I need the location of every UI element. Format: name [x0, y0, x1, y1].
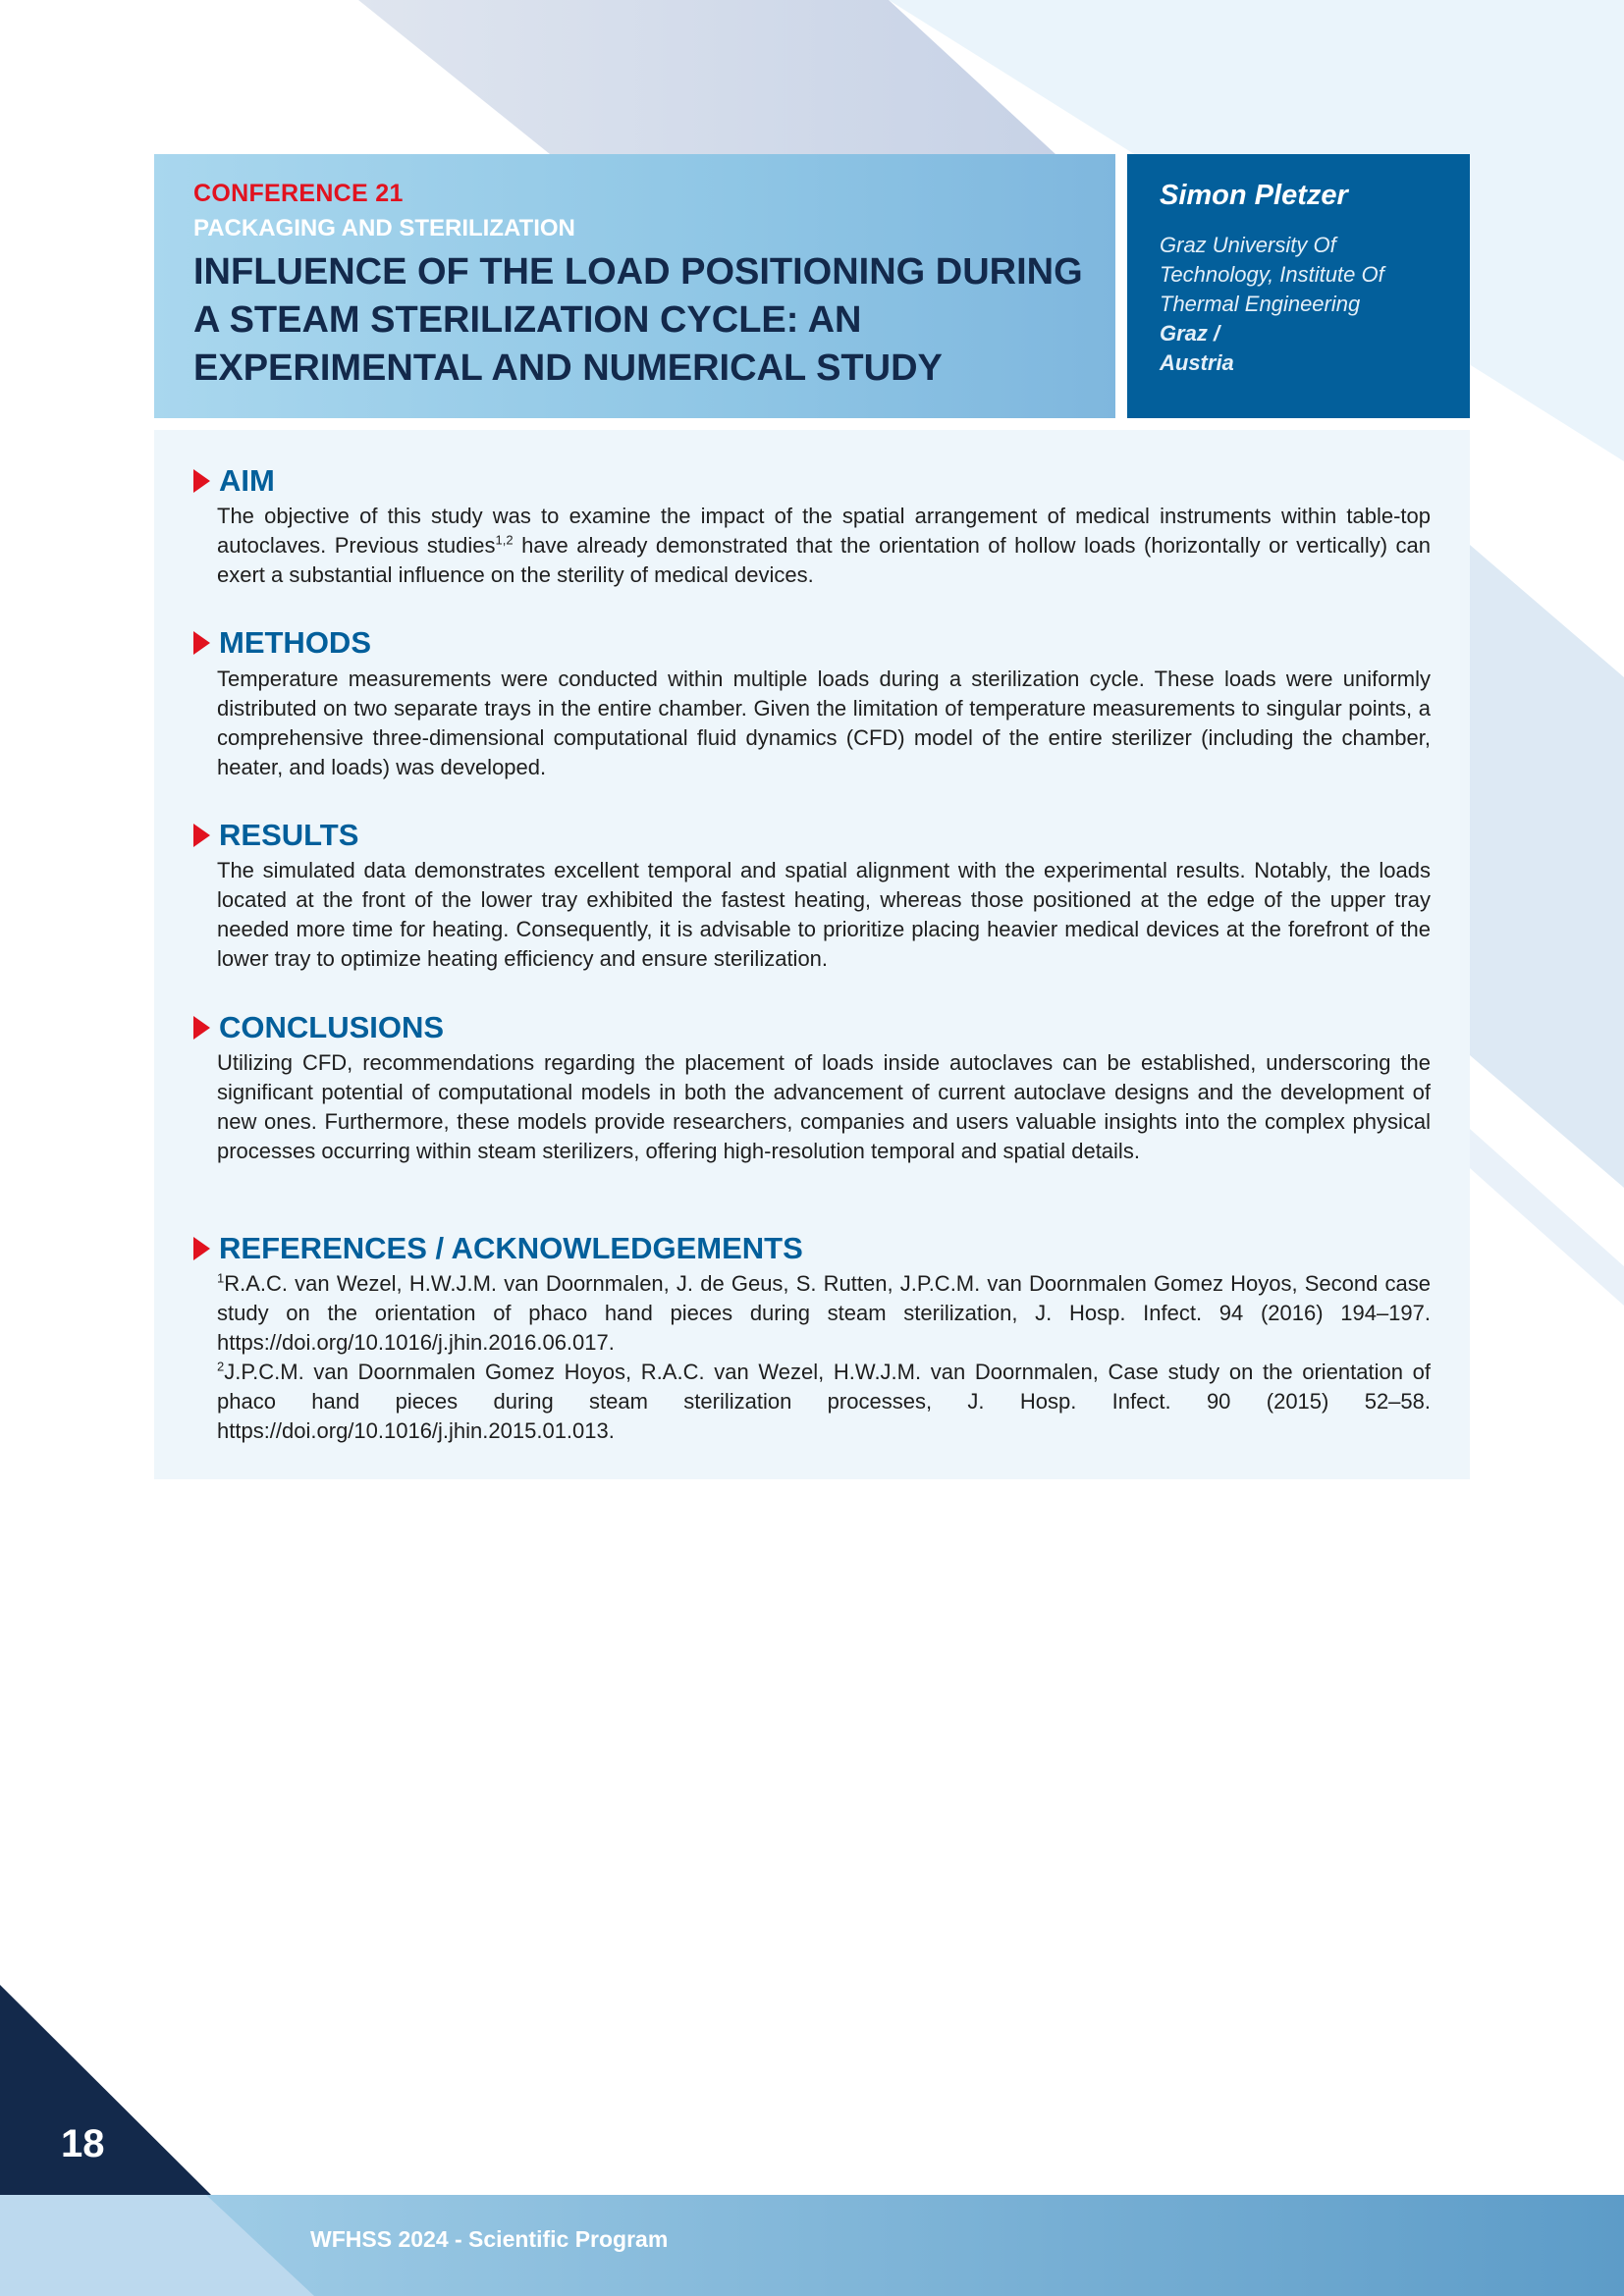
page-title: INFLUENCE OF THE LOAD POSITIONING DURING A STEAM STERILIZATION CYCLE: AN EXPERIMENTAL AND NUMERICAL STUDY	[193, 251, 1083, 389]
page-number: 18	[61, 2122, 105, 2165]
section-heading-label: AIM	[219, 463, 275, 498]
section-heading-references	[193, 1232, 803, 1265]
author-card	[1127, 154, 1470, 418]
author-country: Austria	[1160, 350, 1234, 375]
section-heading-label: RESULTS	[219, 818, 359, 852]
section-heading-methods	[193, 626, 371, 660]
author-name: Simon Pletzer	[1160, 180, 1348, 211]
citation-superscript: 1,2	[495, 532, 514, 548]
conference-label: CONFERENCE 21	[193, 180, 404, 207]
conference-topic: PACKAGING AND STERILIZATION	[193, 215, 575, 241]
reference-item-1	[217, 1269, 1431, 1358]
footer-label: WFHSS 2024 - Scientific Program	[310, 2226, 669, 2252]
arrow-right-icon	[193, 631, 210, 655]
section-text-aim	[217, 502, 1431, 590]
reference-text: J.P.C.M. van Doornmalen Gomez Hoyos, R.A.C. van Wezel, H.W.J.M. van Doornmalen, Case study on the orientation of phaco hand pieces during steam sterilization processes, J. Hosp. Infect. 90 (2015) 52–58. https://doi.org/10.1016/j.jhin.2015.01.013.	[217, 1360, 1431, 1443]
author-affiliation-text: Graz University Of Technology, Institute Of Thermal Engineering	[1160, 233, 1384, 316]
abstract-content	[154, 430, 1470, 1479]
title-banner	[154, 154, 1115, 418]
arrow-right-icon	[193, 824, 210, 847]
reference-marker: 2	[217, 1359, 225, 1374]
section-heading-label: CONCLUSIONS	[219, 1010, 445, 1044]
author-affiliation	[1160, 231, 1454, 378]
section-heading-results	[193, 819, 358, 852]
section-heading-label: METHODS	[219, 625, 371, 660]
arrow-right-icon	[193, 1016, 210, 1040]
reference-item-2	[217, 1358, 1431, 1446]
section-text-conclusions: Utilizing CFD, recommendations regarding the placement of loads inside autoclaves can be established, underscoring the significant potential of computational models in both the advancement of current autoclave designs and the development of new ones. Furthermore, these models provide researchers, companies and users valuable insights into the complex physical processes occurring within steam sterilizers, offering high-resolution temporal and spatial details.	[217, 1050, 1431, 1163]
arrow-right-icon	[193, 469, 210, 493]
section-heading-label: REFERENCES / ACKNOWLEDGEMENTS	[219, 1231, 803, 1265]
section-heading-aim	[193, 464, 275, 498]
aim-text-part: The objective of this study was to examine the impact of the spatial arrangement of medical instruments within table-top autoclaves. Previous studies	[217, 504, 1431, 558]
aim-text-part: have already demonstrated that the orientation of hollow loads (horizontally or vertically) can exert a substantial influence on the sterility of medical devices.	[217, 533, 1431, 587]
section-heading-conclusions	[193, 1011, 444, 1044]
section-text-results: The simulated data demonstrates excellent temporal and spatial alignment with the experimental results. Notably, the loads located at the front of the lower tray exhibited the fastest heating, whereas those positioned at the edge of the upper tray needed more time for heating. Consequently, it is advisable to prioritize placing heavier medical devices at the forefront of the lower tray to optimize heating efficiency and ensure sterilization.	[217, 858, 1431, 971]
arrow-right-icon	[193, 1237, 210, 1260]
section-text-methods: Temperature measurements were conducted within multiple loads during a sterilization cycle. These loads were uniformly distributed on two separate trays in the entire chamber. Given the limitation of temperature measurements to singular points, a comprehensive three-dimensional computational fluid dynamics (CFD) model of the entire sterilizer (including the chamber, heater, and loads) was developed.	[217, 667, 1431, 779]
reference-marker: 1	[217, 1270, 225, 1286]
reference-text: R.A.C. van Wezel, H.W.J.M. van Doornmalen, J. de Geus, S. Rutten, J.P.C.M. van Doornmalen Gomez Hoyos, Second case study on the orientation of phaco hand pieces during steam sterilization, J. Hosp. Infect. 94 (2016) 194–197. https://doi.org/10.1016/j.jhin.2016.06.017.	[217, 1271, 1431, 1355]
author-city: Graz /	[1160, 321, 1220, 346]
